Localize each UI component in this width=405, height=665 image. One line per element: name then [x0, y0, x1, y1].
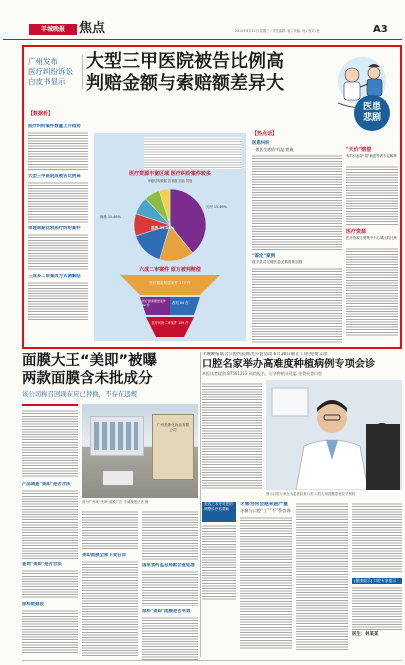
- dental-card-2: [240, 502, 292, 652]
- body-text: [28, 131, 88, 171]
- dental-prehead: 羊城晚报联合口腔医院推出公益活动 6月30日截止 口腔免费义诊: [202, 352, 328, 357]
- dental-caption: 图为口腔专家在为患者检查口腔 口腔专家提醒患者及早预防: [266, 492, 356, 496]
- right-column: [252, 131, 342, 341]
- body-text: [142, 570, 198, 606]
- infographic: [94, 133, 246, 341]
- badge-line-1: 医患: [362, 102, 381, 112]
- dental-card-title: 牙感为何会越来越严重: [240, 502, 288, 507]
- photo-caption: 图为广州某"美即"面膜广告 羊城晚报记者 摄: [82, 500, 149, 504]
- district-pie-chart: [130, 185, 210, 265]
- feature-panel: [22, 45, 402, 349]
- body-text: [352, 586, 402, 630]
- membrane-subhead-item: 国家食药监总局配合查处理: [142, 563, 195, 568]
- page-number: A3: [373, 24, 388, 35]
- body-text: [28, 181, 88, 223]
- column-divider: [200, 352, 201, 657]
- side-subhead: "鉴定"案例: [252, 254, 276, 259]
- membrane-col-3: [142, 510, 198, 658]
- body-text: [252, 154, 342, 250]
- pie-outside-label: 海珠 15.46%: [100, 215, 121, 219]
- kicker-line: 白皮书显示: [28, 77, 66, 86]
- feature-badge: [354, 95, 390, 131]
- left-tag: 【数据析】: [28, 111, 54, 117]
- membrane-subhead: 该公司称召回现在应已替换，不存在违规: [22, 390, 138, 398]
- kicker-divider: [82, 55, 83, 89]
- dental-card-title: 牙痛与口腔“工”“不”系咨询: [240, 508, 291, 513]
- dental-headline: 口腔名家举办高难度种植病例专项会诊: [202, 359, 376, 370]
- headline-line-2: 判赔金额与索赔额差异大: [86, 73, 284, 94]
- far-right-column: [346, 147, 398, 343]
- headline-line-1: 大型三甲医院被告比例高: [86, 51, 284, 72]
- body-text: [142, 616, 198, 660]
- membrane-col-1: [22, 482, 78, 658]
- masthead-rule: [3, 39, 402, 40]
- side-subhead: "天价"赔偿: [346, 147, 372, 153]
- body-text: [28, 233, 88, 271]
- left-subhead: 医疗纠纷案件数量上升趋势: [28, 124, 81, 129]
- intro-text: [144, 137, 242, 169]
- body-text: [82, 510, 138, 550]
- side-subhead: 有的引起导"超"病患等者专业解释: [346, 154, 397, 158]
- membrane-subhead-item: 美即面膜全部下架召回: [82, 553, 126, 558]
- chart-title: 医疗资源丰富区域 医疗纠纷案件较多: [129, 171, 211, 177]
- dental-card-chip: 美容之术牙对您的调整诊疗有帮助: [202, 502, 236, 522]
- body-text: [346, 247, 398, 337]
- masthead: [3, 20, 402, 42]
- body-text: [346, 165, 398, 225]
- dateline: 2015年6月22日 星期三 / 责任编辑: 蒋 / 美编: 何 / 校对: 杜: [235, 29, 320, 33]
- paper-name: 羊城晚报: [40, 26, 65, 33]
- side-subhead: 医疗资源: [346, 229, 367, 235]
- kicker-line: 医疗纠纷诉讼: [28, 67, 73, 76]
- photo-vehicle: [102, 470, 134, 486]
- funnel-right-label: 改判 64 件: [172, 301, 189, 305]
- kicker-line: 广州发布: [28, 57, 58, 66]
- body-text: [352, 502, 402, 574]
- membrane-blurb-box: [22, 404, 78, 480]
- dental-photo: [266, 380, 402, 490]
- body-text: [22, 489, 78, 559]
- funnel-bottom-label: 医疗纠纷二审案件 109 件: [151, 321, 189, 325]
- masthead-logo: [29, 24, 77, 35]
- membrane-subhead-item: 查询"美即"是否合法: [22, 562, 62, 567]
- membrane-headline-1: 面膜大王“美即”被曝: [22, 353, 158, 369]
- health-tip-banner: [健康提示] 口腔专家提示: [352, 578, 402, 584]
- membrane-photo: [82, 404, 198, 498]
- body-text: [82, 560, 138, 656]
- funnel-top-label: 医疗损害赔偿案件 177 件: [149, 281, 191, 285]
- body-text: [28, 281, 88, 321]
- badge-line-2: 悲剧: [362, 113, 381, 123]
- section-name: 焦点: [79, 21, 106, 36]
- feature-headline: [86, 51, 326, 95]
- page-frame-bottom: [22, 660, 402, 661]
- membrane-subhead-item: 产品调查"美即"是否合法: [22, 482, 71, 487]
- doctor-name: 医生：林某某: [352, 632, 379, 637]
- left-subhead: 大型三甲医院成被告比例高: [28, 174, 81, 179]
- left-subhead: 三成多二审案改方式调解结: [28, 274, 81, 279]
- body-text: [22, 569, 78, 599]
- dental-story: [202, 352, 402, 660]
- store-sign-text: 广州美即化妆品有限公司: [156, 423, 190, 432]
- membrane-story: [22, 352, 198, 660]
- dental-card-1: [202, 502, 236, 602]
- pie-outside-label: 天河 15.46%: [206, 205, 227, 209]
- body-text: [240, 516, 292, 650]
- dental-col-3: [296, 502, 348, 652]
- doctor-photo-icon: [266, 380, 402, 490]
- side-subhead: 医患纠纷: [252, 141, 270, 146]
- blurb-text: [22, 409, 78, 477]
- side-tag: 【热点话】: [252, 131, 278, 137]
- photo-window-row: [94, 422, 138, 450]
- left-column: [28, 111, 88, 339]
- membrane-subhead-item: 原料"美即"面膜是否有效: [142, 609, 191, 614]
- dental-col-4: [352, 502, 402, 652]
- dental-subhead: 本报读者提供 87561212 预约报名，可享种植牙优惠 免费检查口腔: [202, 371, 323, 376]
- store-sign: [152, 414, 194, 480]
- body-text: [202, 524, 236, 600]
- left-subhead: 审理周期比较医疗纠纷案件: [28, 226, 81, 231]
- membrane-col-2: [82, 510, 138, 658]
- side-subhead: 一般医生感情"有温"措施: [252, 147, 294, 152]
- membrane-headline-2: 两款面膜含未批成分: [22, 371, 153, 387]
- body-text: [202, 382, 262, 490]
- side-subhead: 医疗资源主要集中中心城区的比例: [346, 236, 397, 240]
- body-text: [296, 502, 348, 650]
- pie-legend: 审级结构数据 患者数 药品 其他: [147, 179, 193, 183]
- funnel-title: 六成二审案件 原方被判赔偿: [139, 267, 201, 273]
- pie-center-label: 越秀 39.18%: [151, 226, 175, 230]
- funnel-left-label: 医疗损害赔偿案件 62 件: [142, 299, 167, 307]
- feature-kicker: [28, 57, 80, 87]
- body-text: [142, 510, 198, 560]
- side-subhead: 数字是对过硬医患关系需要加强: [252, 260, 303, 264]
- body-text: [252, 267, 342, 343]
- body-text: [22, 609, 78, 653]
- membrane-subhead-item: 原料数据报: [22, 602, 44, 607]
